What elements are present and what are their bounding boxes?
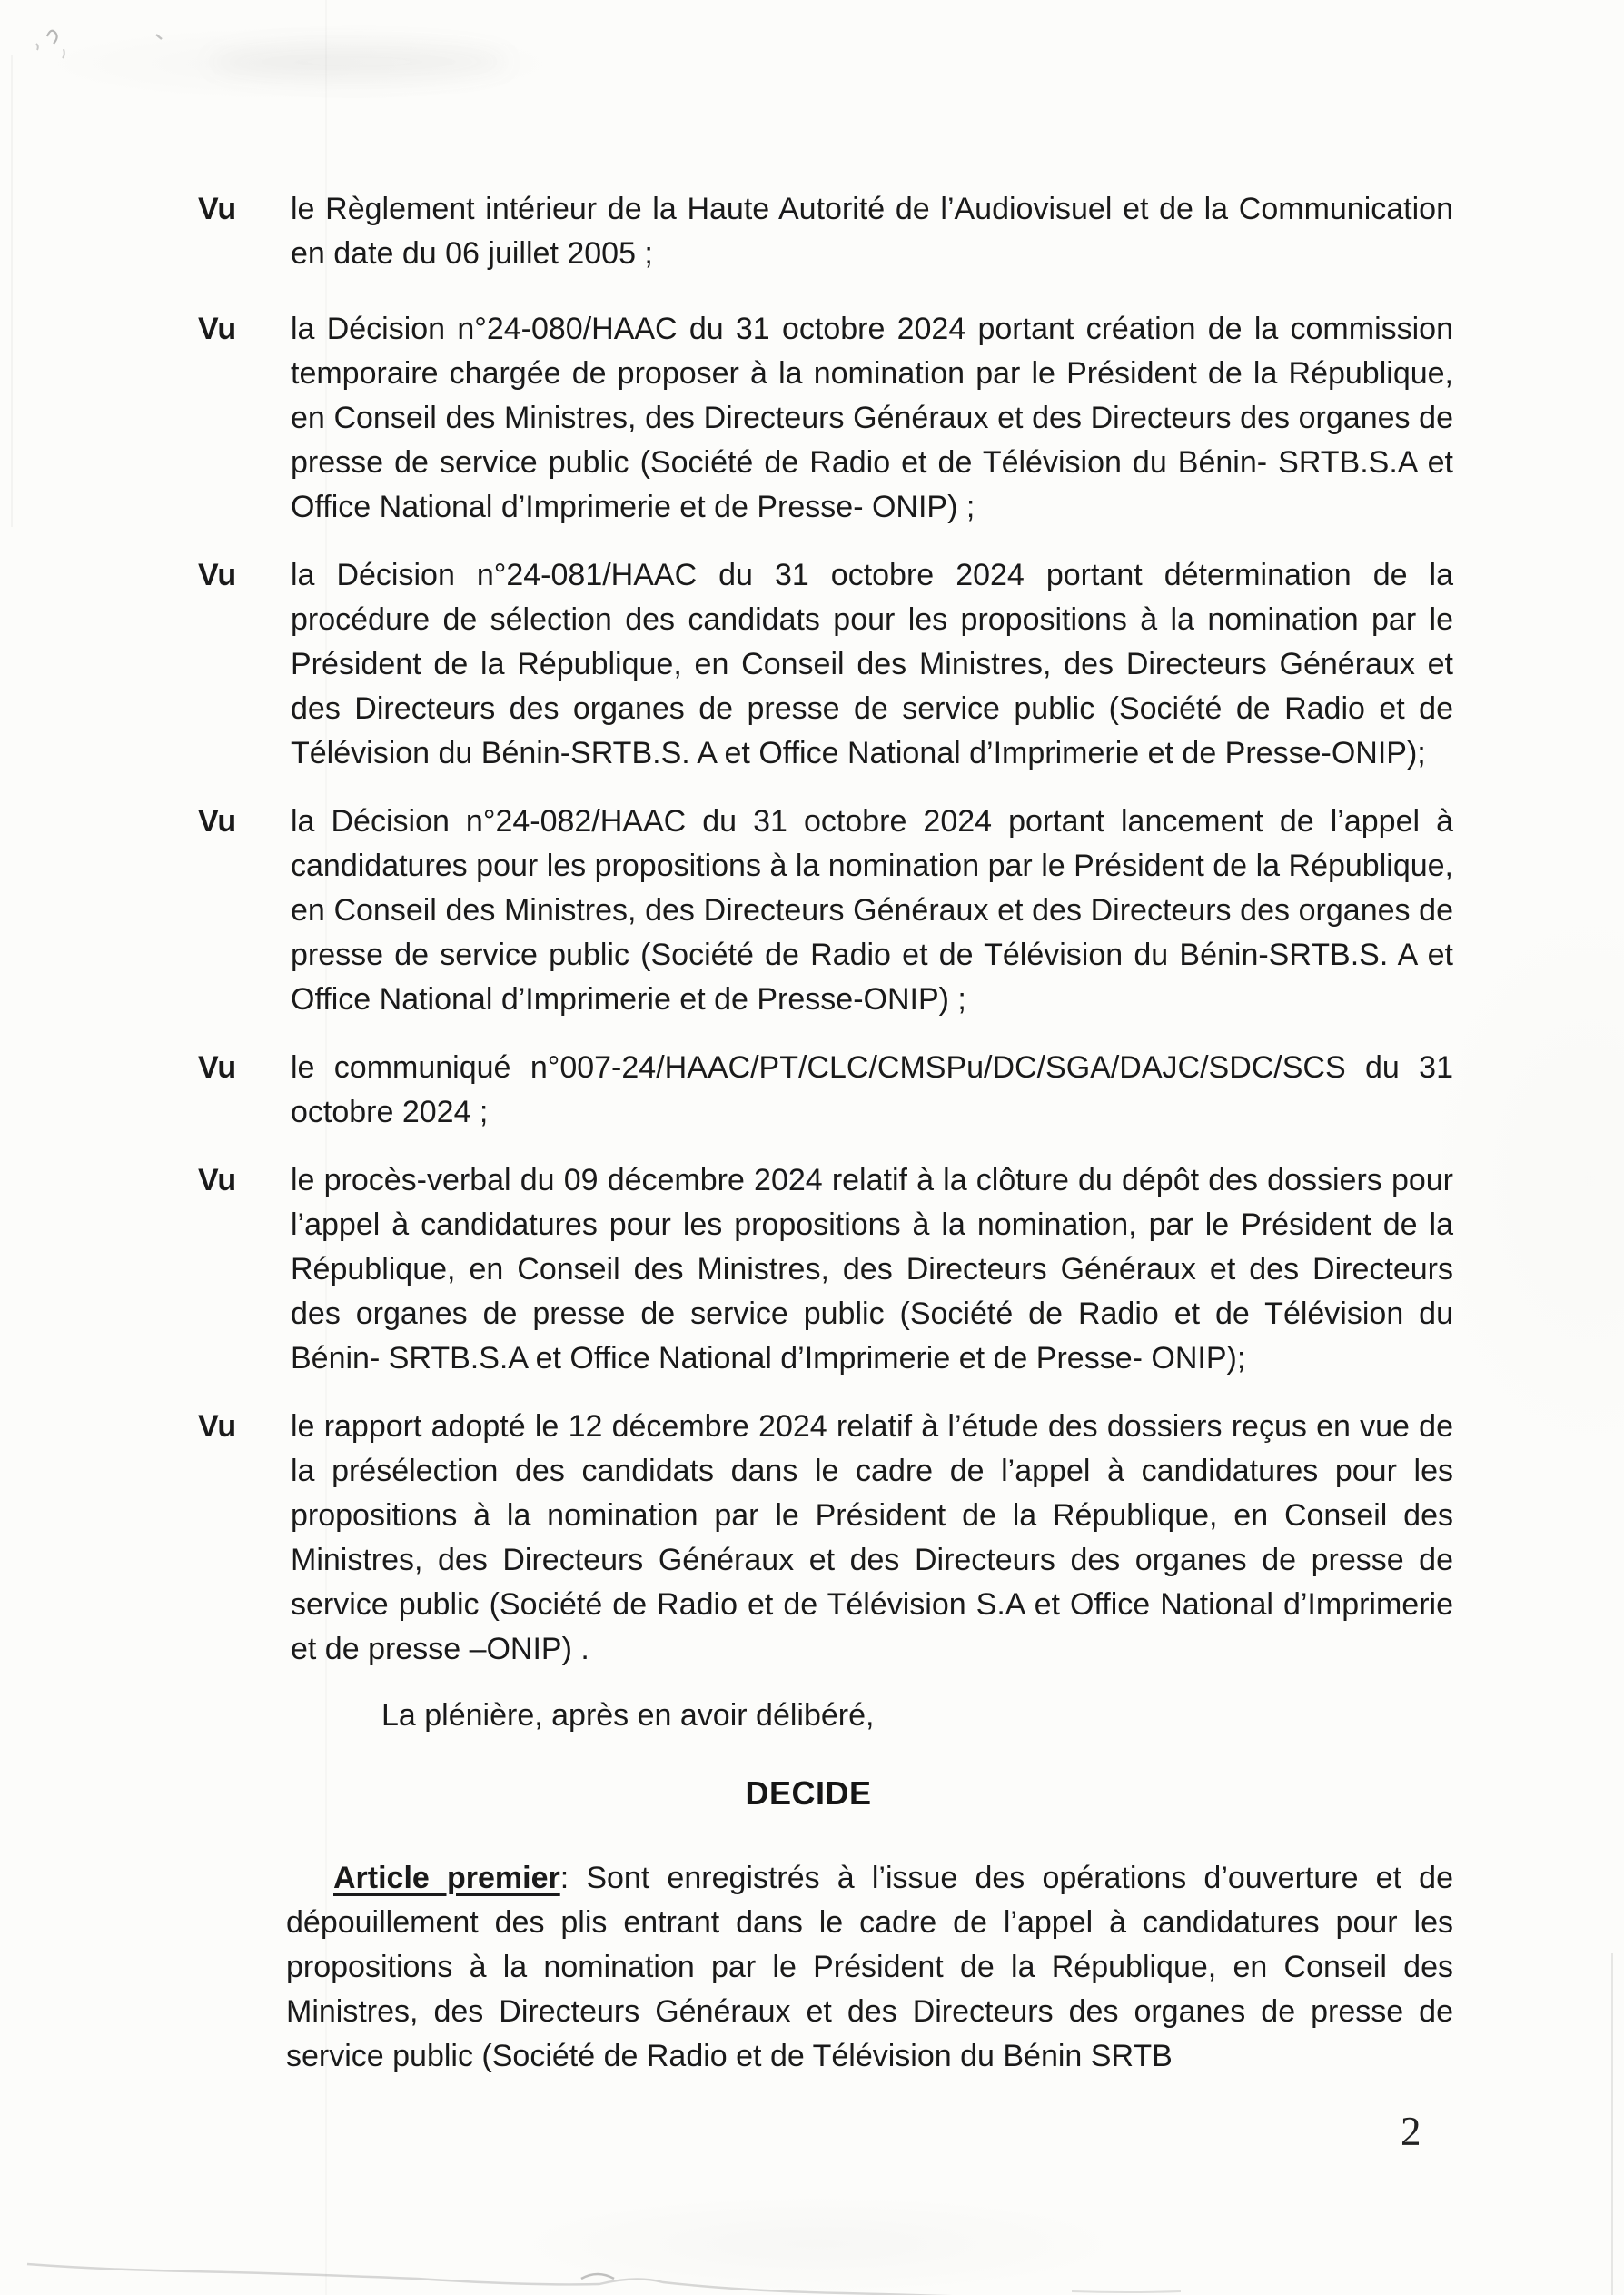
bottom-scan-artifact [0,2208,1624,2295]
scan-smudge [209,44,509,80]
vu-text: le procès-verbal du 09 décembre 2024 relatif à la clôture du dépôt des dossiers pour l’appel à candidatures pour les propositions à la nomination, par le Président de la République, en Conseil des Ministres, des Directeurs Généraux et des Directeurs des organes de presse de service public (Société de Radio et de Télévision du Bénin- SRTB.S.A et Office National d’Imprimerie et de Presse- ONIP); [291,1163,1453,1376]
scan-left-edge-line [11,55,13,527]
page-number: 2 [1401,2109,1421,2154]
vu-label: Vu [198,804,237,839]
pleniere-line: La plénière, après en avoir délibéré, [381,1698,875,1733]
vu-text: le rapport adopté le 12 décembre 2024 relatif à l’étude des dossiers reçus en vue de la présélection des candidats dans le cadre de l’appel à candidatures pour les propositions à la nomination par le Président de la République, en Conseil des Ministres, des Directeurs Généraux et des Directeurs des organes de presse de service public (Société de Radio et de Télévision S.A et Office National d’Imprimerie et de presse –ONIP) . [291,1409,1453,1666]
article-premier-paragraph [286,1856,1453,2079]
vu-clause [198,307,1456,530]
document-body [198,187,1456,2079]
vu-clause [198,187,1456,276]
vu-label: Vu [198,312,237,346]
decide-heading: DECIDE [745,1774,872,1812]
vu-text: la Décision n°24-080/HAAC du 31 octobre 2024 portant création de la commission temporaire chargée de proposer à la nomination par le Président de la République, en Conseil des Ministres, des Directeurs Généraux et des Directeurs des organes de presse de service public (Société de Radio et de Télévision du Bénin- SRTB.S.A et Office National d’Imprimerie et de Presse- ONIP) ; [291,312,1453,524]
vu-label: Vu [198,1163,237,1197]
vu-clause [198,800,1456,1022]
vu-clause [198,1046,1456,1135]
vu-text: la Décision n°24-082/HAAC du 31 octobre 2024 portant lancement de l’appel à candidatures pour les propositions à la nomination par le Président de la République, en Conseil des Ministres, des Directeurs Généraux et des Directeurs des organes de presse de service public (Société de Radio et de Télévision du Bénin-SRTB.S. A et Office National d’Imprimerie et de Presse-ONIP) ; [291,804,1453,1017]
vu-label: Vu [198,1050,237,1085]
article-premier-text: : Sont enregistrés à l’issue des opérations d’ouverture et de dépouillement des plis entrant dans le cadre de l’appel à candidatures pour les propositions à la nomination par le Président de la République, en Conseil des Ministres, des Directeurs Généraux et des Directeurs des organes de presse de service public (Société de Radio et de Télévision du Bénin SRTB [286,1861,1453,2073]
vu-label: Vu [198,558,237,592]
vu-text: le communiqué n°007-24/HAAC/PT/CLC/CMSPu/DC/SGA/DAJC/SDC/SCS du 31 octobre 2024 ; [291,1050,1453,1129]
vu-text: la Décision n°24-081/HAAC du 31 octobre 2024 portant détermination de la procédure de sélection des candidats pour les propositions à la nomination par le Président de la République, en Conseil des Ministres, des Directeurs Généraux et des Directeurs des organes de presse de service public (Société de Radio et de Télévision du Bénin-SRTB.S. A et Office National d’Imprimerie et de Presse-ONIP); [291,558,1453,770]
vu-label: Vu [198,192,237,226]
vu-text: le Règlement intérieur de la Haute Autorité de l’Audiovisuel et de la Communication en date du 06 juillet 2005 ; [291,192,1453,271]
vu-clause [198,1158,1456,1381]
article-premier-label: Article premier [333,1861,560,1895]
vu-label: Vu [198,1409,237,1444]
vu-clause [198,553,1456,776]
pencil-marks [27,9,227,82]
vu-clause [198,1405,1456,1672]
